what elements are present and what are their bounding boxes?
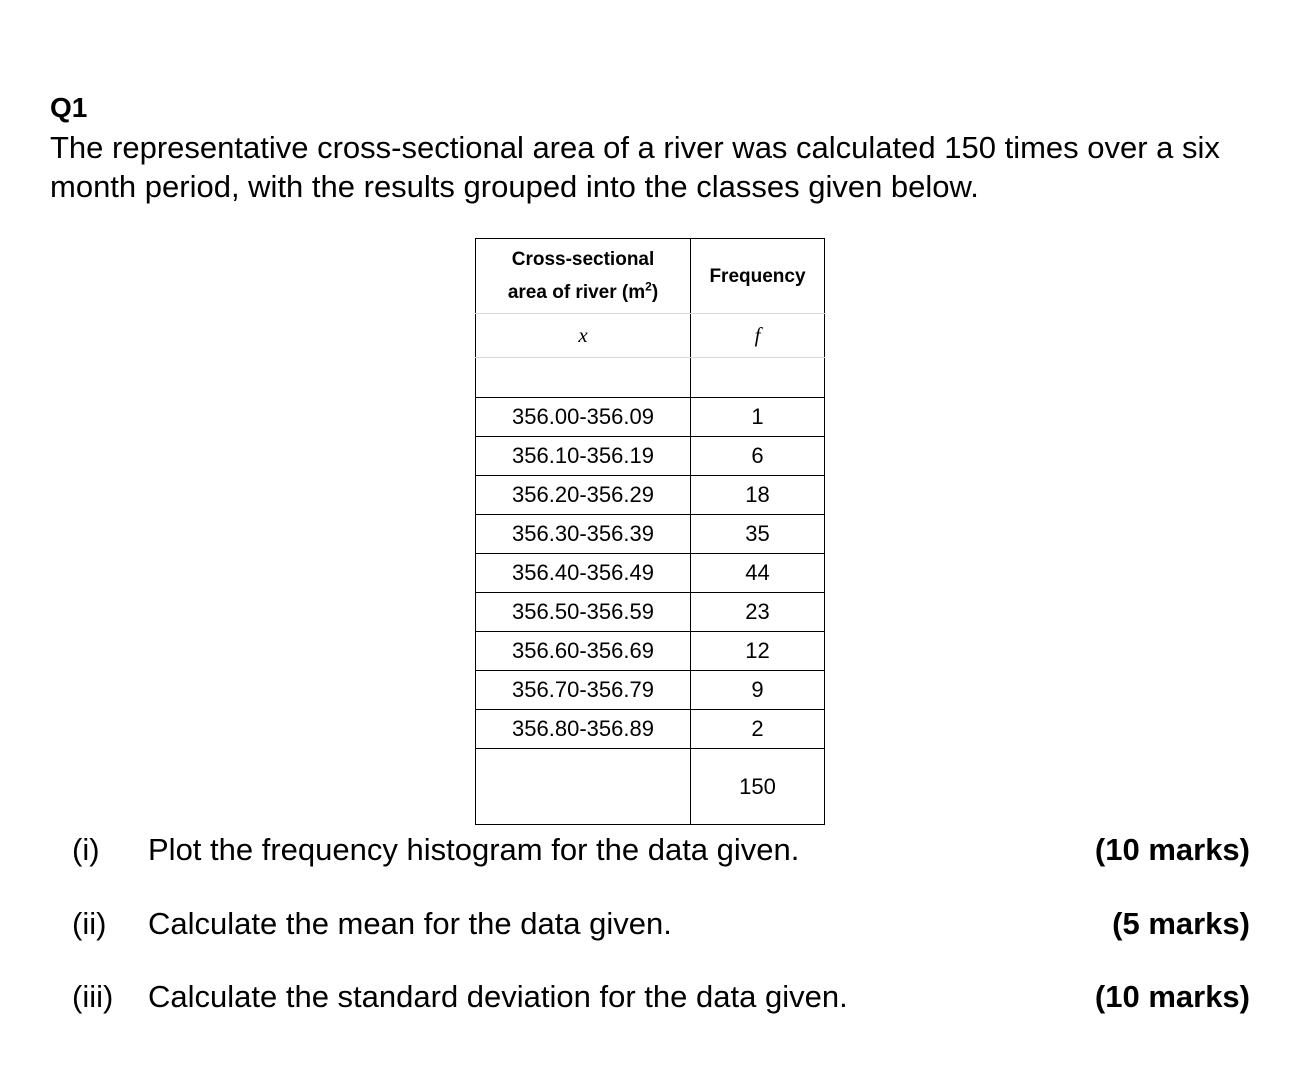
part-number: (ii) [72,906,107,941]
total-frequency: 150 [691,749,825,825]
table-row [476,515,825,554]
class-range: 356.50-356.59 [476,593,691,632]
class-frequency: 35 [691,515,825,554]
header-area-close: ) [651,282,659,303]
class-range: 356.10-356.19 [476,437,691,476]
part-number: (iii) [72,979,114,1014]
class-range: 356.60-356.69 [476,632,691,671]
question-part [0,904,1312,944]
question-part [0,977,1312,1017]
table-row [476,710,825,749]
table-data-rows [476,398,825,749]
class-frequency: 44 [691,554,825,593]
header-frequency: Frequency [691,239,825,314]
part-text: Plot the frequency histogram for the data given. [148,832,800,867]
table-row [476,476,825,515]
part-marks: (5 marks) [1112,906,1250,941]
table-blank-row [476,358,825,398]
class-range: 356.30-356.39 [476,515,691,554]
blank-cell [476,358,691,398]
part-number: (i) [72,832,100,867]
table-symbol-row [476,314,825,358]
part-text: Calculate the mean for the data given. [148,906,672,941]
table-header-row [476,239,825,314]
question-intro: The representative cross-sectional area of a river was calculated 150 times over a six month period, with the results grouped into the classes given below. [50,130,1220,204]
class-frequency: 1 [691,398,825,437]
class-frequency: 18 [691,476,825,515]
question-label: Q1 [50,92,88,123]
class-range: 356.00-356.09 [476,398,691,437]
table-row [476,593,825,632]
table-row [476,671,825,710]
part-marks: (10 marks) [1094,979,1250,1014]
class-range: 356.80-356.89 [476,710,691,749]
frequency-table [475,238,825,825]
header-area-superscript: 2 [645,279,652,294]
part-text: Calculate the standard deviation for the data given. [148,979,848,1014]
table-row [476,437,825,476]
class-frequency: 2 [691,710,825,749]
table-row [476,554,825,593]
table-row [476,398,825,437]
symbol-x: x [476,314,691,358]
class-frequency: 12 [691,632,825,671]
header-area-line2: area of river (m [507,282,646,303]
class-range: 356.70-356.79 [476,671,691,710]
total-label-cell [476,749,691,825]
part-marks: (10 marks) [1094,832,1250,867]
class-frequency: 9 [691,671,825,710]
table-total-row [476,749,825,825]
class-frequency: 6 [691,437,825,476]
symbol-f: f [691,314,825,358]
class-range: 356.20-356.29 [476,476,691,515]
header-area-line1: Cross-sectional [511,249,655,270]
question-part [0,830,1312,870]
class-frequency: 23 [691,593,825,632]
table-row [476,632,825,671]
header-area [476,239,691,314]
class-range: 356.40-356.49 [476,554,691,593]
blank-cell [691,358,825,398]
